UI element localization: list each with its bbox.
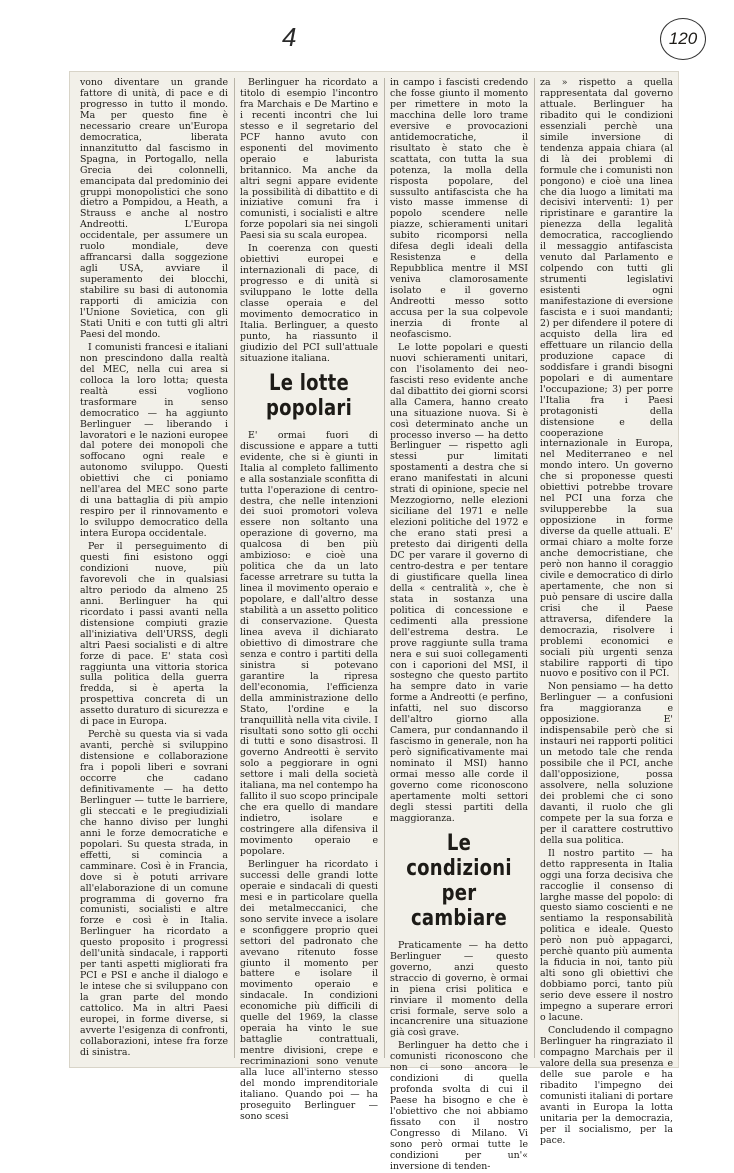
article-column-1 xyxy=(80,77,228,1058)
column-rule xyxy=(234,78,235,1058)
paragraph: Perchè su questa via si vada avanti, perchè si sviluppino distensione e collaborazione fra i popoli liberi e sovrani occorre che cadano definitivamente — ha detto Berlinguer — tutte le barriere, gli steccati e le pregiudiziali che hanno diviso per lunghi anni le forze democratiche e popolari. Su questa strada, in effetti, si comincia a camminare. Così è in Francia, dove si è potuti arrivare all'elaborazione di un comune programma di governo fra comunisti, socialisti e altre forze e così è in Italia. Berlinguer ha ricordato a questo proposito i progressi dell'unità sindacale, i rapporti per tanti aspetti migliorati fra PCI e PSI e anche il dialogo e le intese che si sviluppano con la gran parte del mondo cattolico. Ma in altri Paesi europei, in forme diverse, si avverte l'esigenza di confronti, collaborazioni, intese fra forze di sinistra. xyxy=(80,729,228,1058)
paragraph: Praticamente — ha detto Berlinguer — questo governo, anzi questo straccio di governo, è ormai in piena crisi politica e rinviare il momento della crisi formale, serve solo a incancrenire una situazione già così grave. xyxy=(390,939,528,1039)
article-column-4 xyxy=(540,77,673,1146)
column-rule xyxy=(384,78,385,1058)
paragraph: Berlinguer ha ricordato a titolo di esempio l'incontro fra Marchais e De Martino e i recenti incontri che lui stesso e il segretario del PCF hanno avuto con esponenti del movimento operaio e laburista britannico. Ma anche da altri segni appare evidente la possibilità di dibattito e di iniziative comuni fra i comunisti, i socialisti e altre forze popolari sia nei singoli Paesi sia su scala europea. xyxy=(240,77,378,242)
article-column-3 xyxy=(390,77,528,1172)
paragraph: Non pensiamo — ha detto Berlinguer — a confusioni fra maggioranza e opposizione. E' indispensabile però che si instauri nei rapporti politici un metodo tale che renda possibile che il PCI, anche dall'opposizione, possa assolvere, nella soluzione dei problemi che ci sono davanti, il ruolo che gli compete per la sua forza e per il carattere costruttivo della sua politica. xyxy=(540,681,673,846)
paragraph: In coerenza con questi obiettivi europei e internazionali di pace, di progresso e di unità si sviluppano le lotte della classe operaia e del movimento democratico in Italia. Berlinguer, a questo punto, ha riassunto il giudizio del PCI sull'attuale situazione italiana. xyxy=(240,243,378,364)
paragraph: Le lotte popolari e questi nuovi schieramenti unitari, con l'isolamento dei neo-fascisti reso evidente anche dal dibattito dei giorni scorsi alla Camera, hanno creato una situazione nuova. Si è così determinato anche un processo inverso — ha detto Berlinguer — rispetto agli stessi pur limitati spostamenti a destra che si erano manifestati in alcuni strati di opinione, specie nel Mezzogiorno, nelle elezioni siciliane del 1971 e nelle elezioni politiche del 1972 e che erano stati presi a pretesto dai dirigenti della DC per varare il governo di centro-destra e per tentare di giustificare quella linea della « centralità », che è stata in sostanza una politica di concessione e cedimenti alla pressione dell'estrema destra. Le prove raggiunte sulla trama nera e sui suoi collegamenti con i caporioni del MSI, il sostegno che questo partito ha sempre dato in varie forme a Andreotti (e perfino, infatti, nel suo discorso dell'altro giorno alla Camera, pur condannando il fascismo in generale, non ha però significativamente mai nominato il MSI) hanno ormai messo alle corde il governo come riconoscono apertamente molti settori degli stessi partiti della maggioranza. xyxy=(390,341,528,824)
paragraph: Concludendo il compagno Berlinguer ha ringraziato il compagno Marchais per il valore della sua presenza e delle sue parole e ha ribadito l'impegno dei comunisti italiani di portare avanti in Europa la lotta unitaria per la democrazia, per il socialismo, per la pace. xyxy=(540,1024,673,1146)
paragraph: Berlinguer ha ricordato i successi delle grandi lotte operaie e sindacali di questi mesi e in particolare quella dei metalmeccanici, che sono servite invece a isolare e sconfiggere proprio quei settori del padronato che avevano ritenuto fosse giunto il momento per battere e isolare il movimento operaio e sindacale. In condizioni economiche più difficili di quelle del 1969, la classe operaia ha vinto le sue battaglie contrattuali, mentre divisioni, crepe e recriminazioni sono venute alla luce all'interno stesso del mondo imprenditoriale italiano. Quando poi — ha proseguito Berlinguer — sono scesi xyxy=(240,858,378,1122)
paragraph: vono diventare un grande fattore di unità, di pace e di progresso in tutto il mondo. Ma per questo fine è necessario creare un'Europa democratica, liberata innanzitutto dal fascismo in Spagna, in Portogallo, nella Grecia dei colonnelli, emancipata dal predominio dei gruppi monopolistici che sono dietro a Pompidou, a Heath, a Strauss e anche al nostro Andreotti. L'Europa occidentale, per assumere un ruolo mondiale, deve affrancarsi dalla soggezione agli USA, avviare il superamento dei blocchi, stabilire su basi di autonomia rapporti di amicizia con l'Unione Sovietica, con gli Stati Uniti e con tutti gli altri Paesi del mondo. xyxy=(80,77,228,340)
paragraph: Berlinguer ha detto che i comunisti riconoscono che non ci sono ancora le condizioni di quella profonda svolta di cui il Paese ha bisogno e che è l'obiettivo che noi abbiamo fissato con il nostro Congresso di Milano. Vi sono però ormai tutte le condizioni per un'« inversione di tenden- xyxy=(390,1040,528,1172)
paragraph: in campo i fascisti credendo che fosse giunto il momento per rimettere in moto la macchina delle loro trame eversive e provocazioni antidemocratiche, il risultato è stato che è scattata, con tutta la sua potenza, la molla della risposta popolare, del sussulto antifascista che ha visto masse immense di popolo scendere nelle piazze, schieramenti unitari subito ricomporsi nella difesa degli ideali della Resistenza e della Repubblica mentre il MSI veniva clamorosamente isolato e il governo Andreotti messo sotto accusa per la sua colpevole inerzia di fronte al neofascismo. xyxy=(390,77,528,340)
article-column-2 xyxy=(240,77,378,1122)
newspaper-clipping xyxy=(70,72,678,1172)
paragraph: I comunisti francesi e italiani non prescindono dalla realtà del MEC, nella cui area si colloca la loro lotta; questa realtà essi vogliono trasformare in senso democratico — ha aggiunto Berlinguer — liberando i lavoratori e le nazioni europee dal potere dei monopoli che soffocano ogni reale e autonomo sviluppo. Questi obiettivi che ci poniamo nell'area del MEC sono parte di una battaglia di più ampio respiro per il rinnovamento e lo sviluppo democratico della intera Europa occidentale. xyxy=(80,341,228,540)
archive-number-stamp: 120 xyxy=(660,18,706,60)
column-rule xyxy=(534,78,535,1058)
handwritten-page-number: 4 xyxy=(282,22,297,52)
paragraph: E' ormai fuori di discussione e appare a tutti evidente, che si è giunti in Italia al completo fallimento e alla sostanziale sconfitta di tutta l'operazione di centro-destra, che nelle intenzioni dei suoi promotori voleva essere non soltanto una operazione di governo, ma qualcosa di ben più ambizioso: e cioè una politica che da un lato facesse arretrare su tutta la linea il movimento operaio e popolare, e dall'altro desse stabilità a un assetto politico di conservazione. Questa linea aveva il dichiarato obiettivo di dimostrare che senza e contro i partiti della sinistra si potevano garantire la ripresa dell'economia, l'efficienza della amministrazione dello Stato, l'ordine e la tranquillità nella vita civile. I risultati sono sotto gli occhi di tutti e sono disastrosi. Il governo Andreotti è servito solo a peggiorare in ogni settore i mali della società italiana, ma nel contempo ha fallito il suo scopo principale che era quello di mandare indietro, isolare e costringere alla difensiva il movimento operaio e popolare. xyxy=(240,429,378,857)
paragraph: Per il perseguimento di questi fini esistono oggi condizioni nuove, più favorevoli che in qualsiasi altro periodo da almeno 25 anni. Berlinguer ha qui ricordato i passi avanti nella distensione compiuti grazie all'iniziativa dell'URSS, degli altri Paesi socialisti e di altre forze di pace. E' stata così raggiunta una vittoria storica sulla politica della guerra fredda, si è aperta la prospettiva concreta di un assetto duraturo di sicurezza e di pace in Europa. xyxy=(80,541,228,728)
paragraph: Il nostro partito — ha detto rappresenta in Italia oggi una forza decisiva che raccoglie il consenso di larghe masse del popolo: di questo siamo coscienti e ne sentiamo la responsabilità politica e ideale. Questo però non può appagarci, perchè quanto più aumenta la fiducia in noi, tanto più alti sono gli obiettivi che dobbiamo porci, tanto più serio deve essere il nostro impegno a superare errori o lacune. xyxy=(540,847,673,1024)
section-headline-condizioni-per-cambiare: Le condizioni per cambiare xyxy=(406,830,512,931)
paragraph: za » rispetto a quella rappresentata dal governo attuale. Berlinguer ha ribadito qui le condizioni essenziali perchè una simile inversione di tendenza appaia chiara (al di là dei problemi di formule che i comunisti non pongono) e cioè una linea che dia luogo a limitati ma decisivi interventi: 1) per ripristinare e garantire la pienezza della legalità democratica, raccogliendo il messaggio antifascista venuto dal Parlamento e colpendo con tutti gli strumenti legislativi esistenti ogni manifestazione di eversione fascista e i suoi mandanti; 2) per difendere il potere di acquisto della lira ed effettuare un rilancio della produzione capace di soddisfare i grandi bisogni popolari e di aumentare l'occupazione; 3) per porre l'Italia fra i Paesi protagonisti della distensione e della cooperazione internazionale in Europa, nel Mediterraneo e nel mondo intero. Un governo che si proponesse questi obiettivi potrebbe trovare nel PCI una forza che svilupperebbe la sua opposizione in forme diverse da quelle attuali. E' ormai chiaro a molte forze anche democristiane, che però non hanno il coraggio civile e democratico di dirlo apertamente, che non si può pensare di uscire dalla crisi che il Paese attraversa, difendere la democrazia, risolvere i problemi economici e sociali più urgenti senza stabilire rapporti di tipo nuovo e positivo con il PCI. xyxy=(540,77,673,680)
section-headline-lotte-popolari: Le lotte popolari xyxy=(265,370,353,421)
